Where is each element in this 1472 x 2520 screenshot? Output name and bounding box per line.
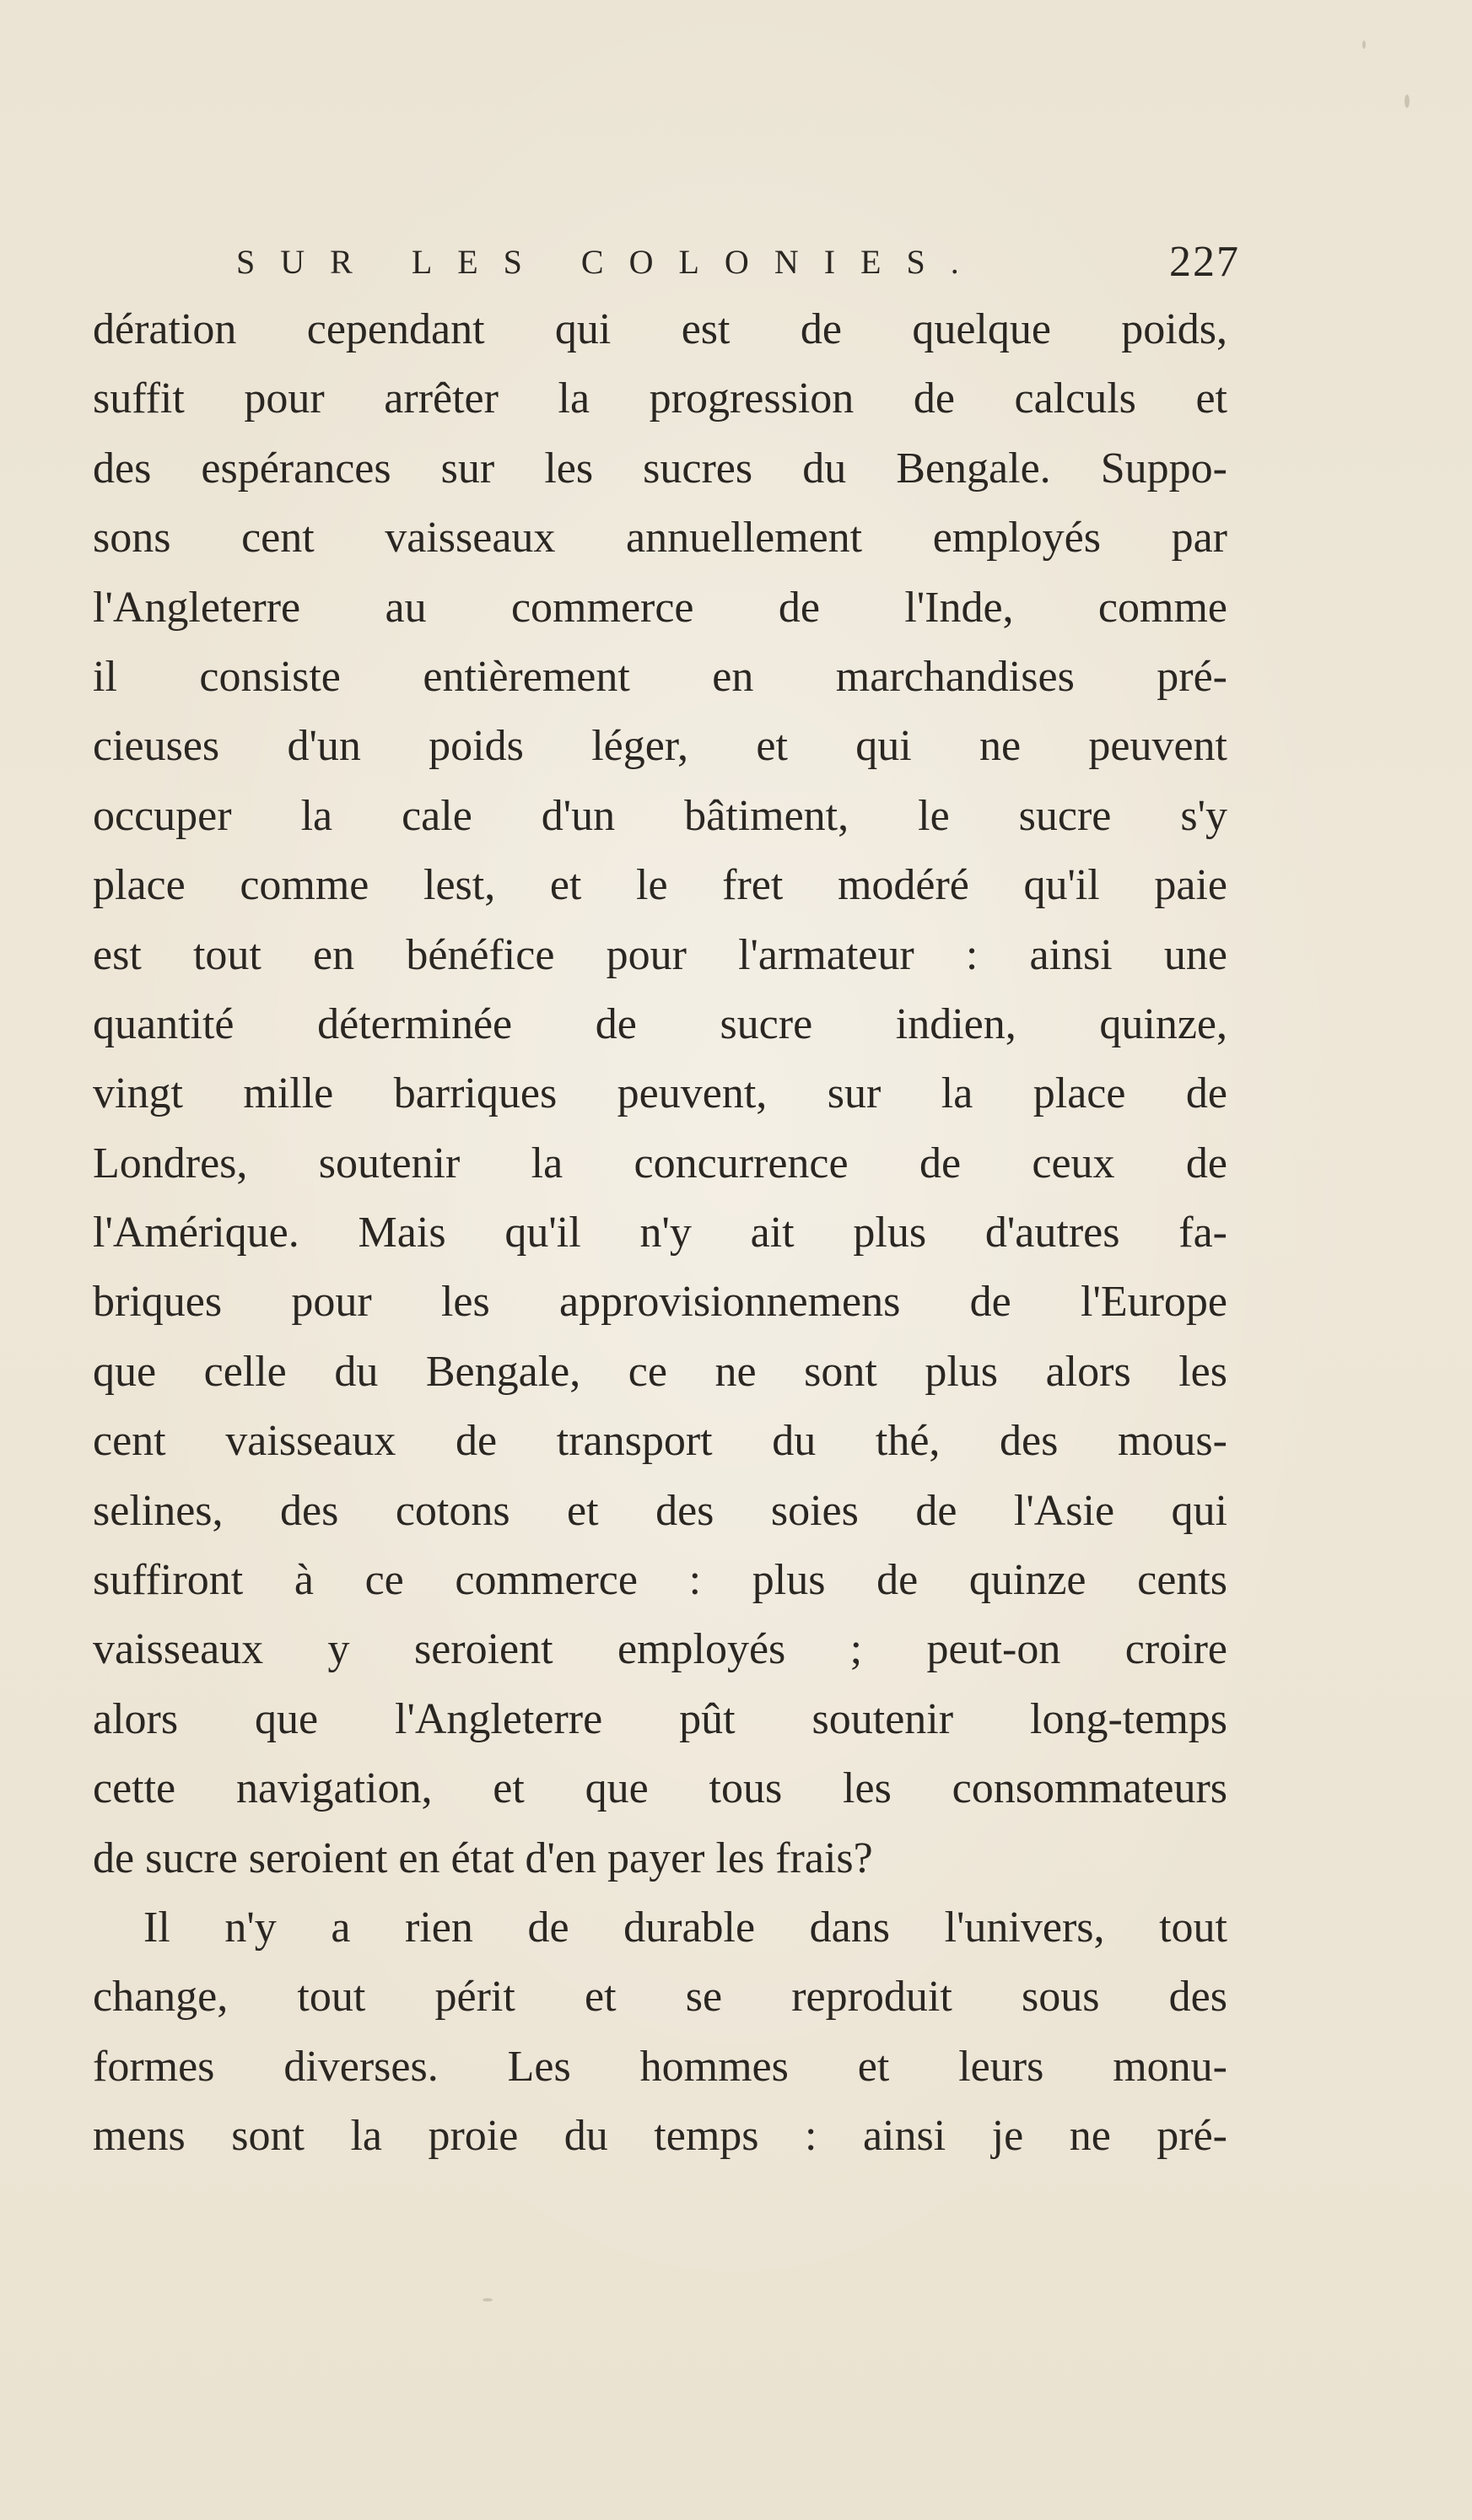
text-line: cent vaisseaux de transport du thé, des mous- [93, 1417, 1227, 1466]
text-line: sons cent vaisseaux annuellement employés par [93, 514, 1227, 563]
paper-blemish [483, 2298, 493, 2302]
text-line: est tout en bénéfice pour l'armateur : ainsi une [93, 930, 1227, 979]
text-line: des espérances sur les sucres du Bengale. Suppo- [93, 444, 1227, 493]
text-line: alors que l'Angleterre pût soutenir long-temps [93, 1694, 1227, 1743]
text-line: briques pour les approvisionnemens de l'Europe [93, 1278, 1227, 1327]
text-line: vingt mille barriques peuvent, sur la place de [93, 1069, 1227, 1118]
page-number: 227 [1169, 238, 1240, 286]
paragraph-first-line: Il n'y a rien de durable dans l'univers, tout [143, 1903, 1227, 1952]
text-line: quantité déterminée de sucre indien, quinze, [93, 999, 1227, 1048]
text-line: que celle du Bengale, ce ne sont plus alors les [93, 1347, 1227, 1396]
text-line: formes diverses. Les hommes et leurs monu- [93, 2042, 1227, 2091]
text-line: suffiront à ce commerce : plus de quinze cents [93, 1556, 1227, 1605]
body-text [93, 295, 1227, 2172]
running-title: SUR LES COLONIES. [236, 243, 984, 281]
text-line: vaisseaux y seroient employés ; peut-on croire [93, 1625, 1227, 1674]
text-line: Londres, soutenir la concurrence de ceux de [93, 1139, 1227, 1187]
text-line: selines, des cotons et des soies de l'Asie qui [93, 1486, 1227, 1535]
text-line: cieuses d'un poids léger, et qui ne peuvent [93, 722, 1227, 771]
text-line: place comme lest, et le fret modéré qu'il paie [93, 861, 1227, 910]
running-head [236, 233, 1240, 292]
text-line: cette navigation, et que tous les consommateurs [93, 1764, 1227, 1813]
text-line: l'Angleterre au commerce de l'Inde, comme [93, 583, 1227, 632]
text-line: change, tout périt et se reproduit sous des [93, 1973, 1227, 2022]
paper-blemish [1362, 40, 1366, 49]
text-line: il consiste entièrement en marchandises pré- [93, 652, 1227, 701]
text-line: l'Amérique. Mais qu'il n'y ait plus d'autres fa- [93, 1209, 1227, 1257]
text-line: suffit pour arrêter la progression de calculs et [93, 374, 1227, 423]
text-line: dération cependant qui est de quelque poids, [93, 305, 1227, 353]
text-line: de sucre seroient en état d'en payer les frais? [93, 1833, 873, 1882]
text-line: mens sont la proie du temps : ainsi je ne pré- [93, 2112, 1227, 2161]
paper-blemish [1405, 94, 1410, 108]
text-line: occuper la cale d'un bâtiment, le sucre s'y [93, 791, 1227, 840]
